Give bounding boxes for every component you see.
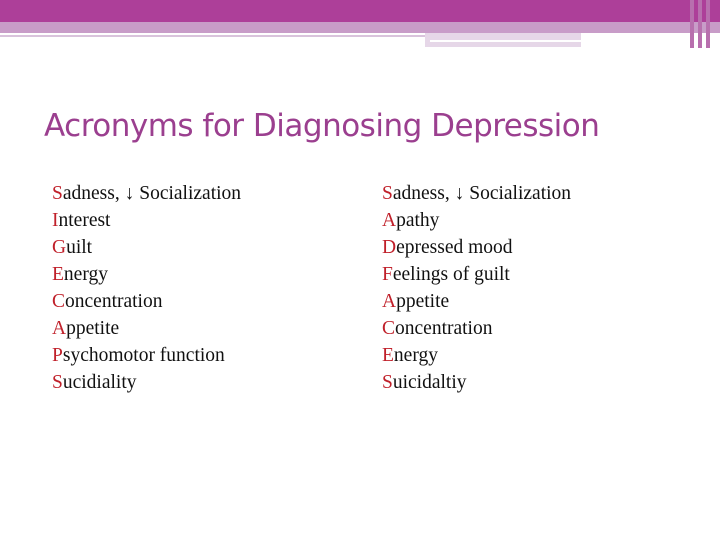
acronym-letter: F <box>382 264 393 285</box>
list-item <box>52 288 241 315</box>
acronym-letter: S <box>382 372 393 393</box>
header-stripe <box>690 0 694 48</box>
left-acronym-list <box>52 180 241 396</box>
item-text: oncentration <box>65 291 163 312</box>
list-item <box>382 315 571 342</box>
acronym-letter: A <box>52 318 67 339</box>
acronym-letter: E <box>52 264 64 285</box>
acronym-letter: P <box>52 345 63 366</box>
list-item <box>382 342 571 369</box>
item-text: eelings of guilt <box>392 264 510 285</box>
item-text: nergy <box>393 345 438 366</box>
header-segment-rule <box>430 40 665 42</box>
header-rule <box>0 35 430 37</box>
item-text: uicidaltiy <box>392 372 467 393</box>
header-stripe <box>706 0 710 48</box>
list-item <box>382 261 571 288</box>
acronym-letter: S <box>52 372 63 393</box>
list-item <box>382 369 571 396</box>
item-text: uilt <box>66 237 93 258</box>
list-item <box>382 288 571 315</box>
right-acronym-list <box>382 180 571 396</box>
slide-title: Acronyms for Diagnosing Depression <box>44 108 600 144</box>
acronym-letter: G <box>52 237 67 258</box>
acronym-letter: S <box>52 183 63 204</box>
list-item <box>52 342 241 369</box>
acronym-letter: C <box>382 318 396 339</box>
item-text: ucidiality <box>62 372 137 393</box>
list-item <box>382 180 571 207</box>
acronym-letter: A <box>382 291 397 312</box>
item-text: nterest <box>58 210 111 231</box>
list-item <box>52 180 241 207</box>
item-text: epressed mood <box>396 237 513 258</box>
item-text: adness, ↓ Socialization <box>392 183 572 204</box>
acronym-letter: S <box>382 183 393 204</box>
item-text: adness, ↓ Socialization <box>62 183 242 204</box>
acronym-letter: D <box>382 237 397 258</box>
item-text: nergy <box>63 264 108 285</box>
list-item <box>382 207 571 234</box>
list-item <box>52 261 241 288</box>
list-item <box>52 315 241 342</box>
list-item <box>52 369 241 396</box>
item-text: pathy <box>396 210 440 231</box>
item-text: oncentration <box>395 318 493 339</box>
item-text: sychomotor function <box>62 345 225 366</box>
list-item <box>52 207 241 234</box>
header-stripe <box>698 0 702 48</box>
item-text: ppetite <box>66 318 120 339</box>
acronym-letter: I <box>52 210 59 231</box>
header-band-light <box>0 22 720 33</box>
list-item <box>382 234 571 261</box>
acronym-letter: A <box>382 210 397 231</box>
acronym-letter: C <box>52 291 66 312</box>
item-text: ppetite <box>396 291 450 312</box>
header-band <box>0 0 720 22</box>
acronym-letter: E <box>382 345 394 366</box>
list-item <box>52 234 241 261</box>
